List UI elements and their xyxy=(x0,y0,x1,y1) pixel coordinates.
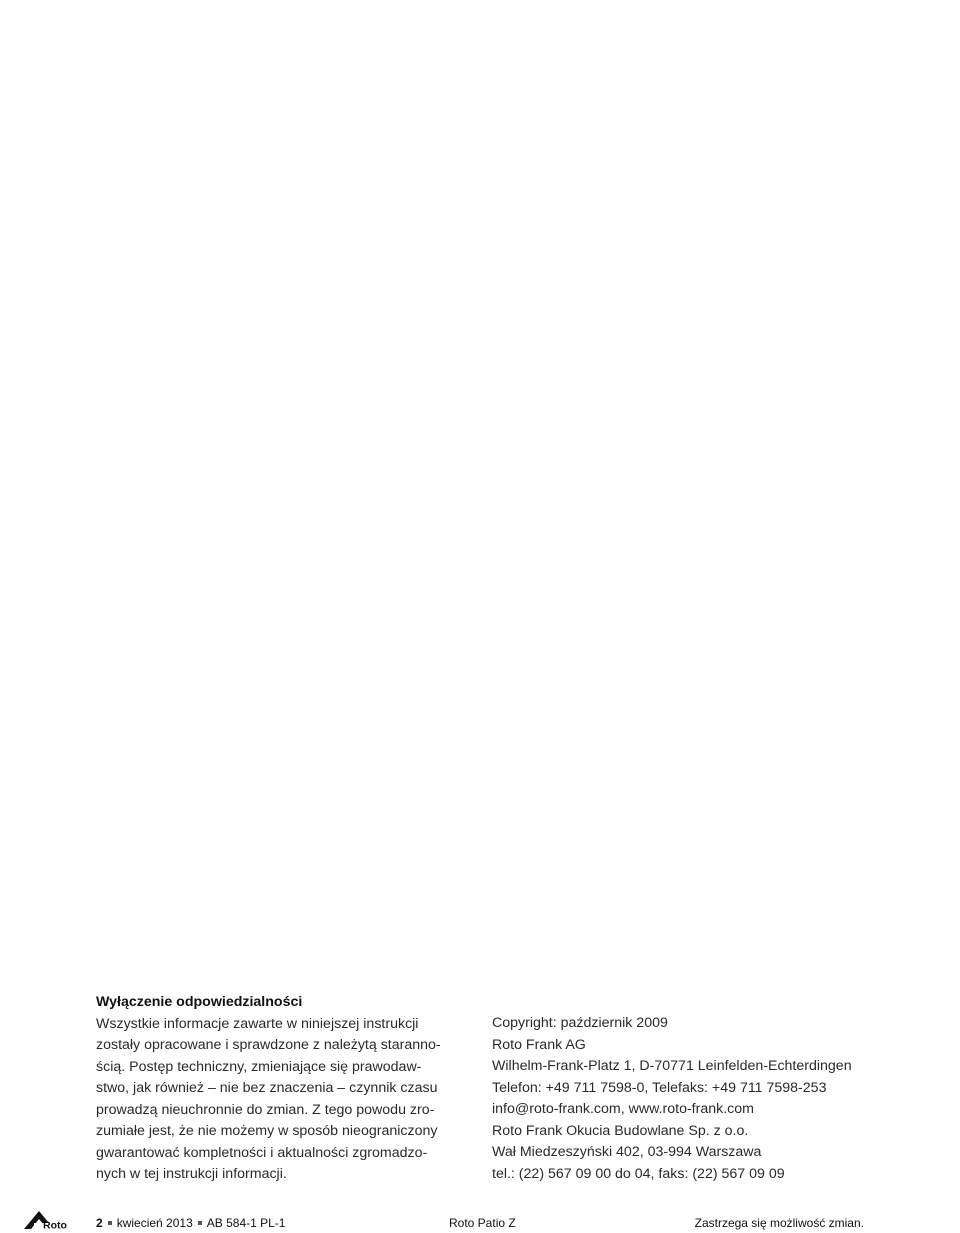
disclaimer-line: zumiałe jest, że nie możemy w sposób nieograniczony xyxy=(96,1123,438,1139)
disclaimer-line: stwo, jak również – nie bez znaczenia – czynnik czasu xyxy=(96,1080,438,1096)
footer-meta xyxy=(96,1216,285,1230)
disclaimer-line: Wszystkie informacje zawarte w niniejszej instrukcji xyxy=(96,1015,419,1032)
disclaimer-line: ścią. Postęp techniczny, zmieniające się prawodaw- xyxy=(96,1058,422,1075)
separator-square xyxy=(198,1221,202,1225)
disclaimer-line: zostały opracowane i sprawdzone z należytą staranno- xyxy=(96,1037,441,1053)
separator-square xyxy=(108,1221,112,1225)
page-footer xyxy=(0,1205,960,1233)
local-company-address: Wał Miedzeszyński 402, 03-994 Warszawa xyxy=(492,1144,762,1160)
page-number: 2 xyxy=(96,1216,103,1230)
company-name: Roto Frank AG xyxy=(492,1036,586,1053)
footer-date: kwiecień 2013 xyxy=(116,1216,193,1230)
footer-note: Zastrzega się możliwość zmian. xyxy=(694,1216,864,1230)
local-company-name: Roto Frank Okucia Budowlane Sp. z o.o. xyxy=(492,1122,749,1139)
company-phone: Telefon: +49 711 7598-0, Telefaks: +49 711 7598-253 xyxy=(492,1079,827,1096)
footer-product: Roto Patio Z xyxy=(449,1216,516,1230)
disclaimer-line: nych w tej instrukcji informacji. xyxy=(96,1166,287,1182)
disclaimer-title: Wyłączenie odpowiedzialności xyxy=(96,994,303,1010)
local-company-phone: tel.: (22) 567 09 00 do 04, faks: (22) 567 09 09 xyxy=(492,1165,785,1182)
roto-logo-icon xyxy=(24,1207,76,1229)
company-web: info@roto-frank.com, www.roto-frank.com xyxy=(492,1101,754,1117)
disclaimer-line: gwarantować kompletności i aktualności zgromadzo- xyxy=(96,1144,428,1161)
logo-text: Roto xyxy=(43,1219,67,1229)
disclaimer-block xyxy=(96,992,476,1186)
disclaimer-line: prowadzą nieuchronnie do zmian. Z tego powodu zro- xyxy=(96,1101,435,1118)
doc-code: AB 584-1 PL-1 xyxy=(206,1216,286,1230)
copyright-block xyxy=(492,1013,912,1185)
copyright-date: Copyright: październik 2009 xyxy=(492,1015,668,1031)
company-address: Wilhelm-Frank-Platz 1, D-70771 Leinfelden-Echterdingen xyxy=(492,1058,852,1074)
